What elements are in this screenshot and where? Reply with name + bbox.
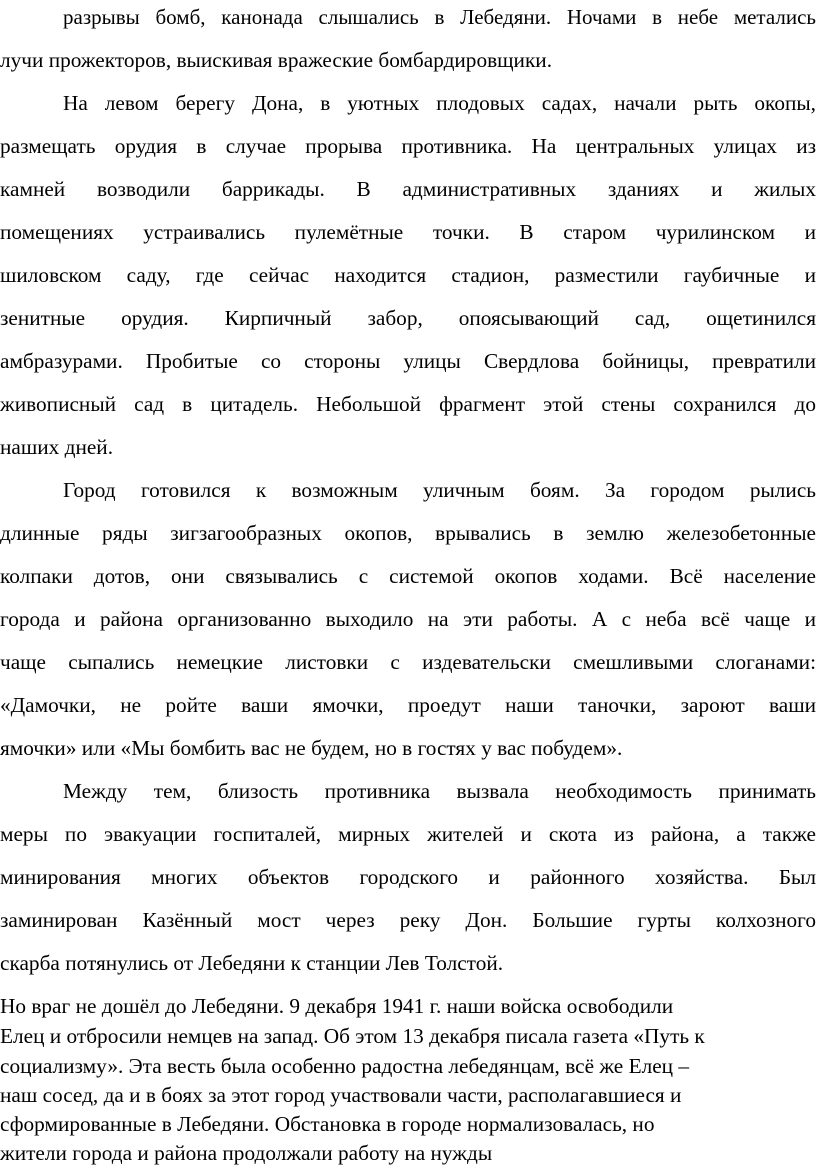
text-line-22: заминирован Казённый мост через реку Дон. Большие гурты колхозного [0,908,816,932]
text-line-11: наших дней. [0,435,114,459]
text-line-10: живописный сад в цитадель. Небольшой фрагмент этой стены сохранился до [0,392,816,416]
text-line-27: наш сосед, да и в боях за этот город участвовали части, располагавшиеся и [0,1083,682,1107]
text-line-12: Город готовился к возможным уличным боям. За городом рылись [63,478,816,502]
text-line-5: камней возводили баррикады. В административных зданиях и жилых [0,177,816,201]
text-line-1: разрывы бомб, канонада слышались в Лебедяни. Ночами в небе метались [63,5,816,29]
text-line-24: Но враг не дошёл до Лебедяни. 9 декабря 1941 г. наши войска освободили [0,994,674,1018]
text-line-18: ямочки» или «Мы бомбить вас не будем, но в гостях у вас побудем». [0,736,623,760]
text-line-8: зенитные орудия. Кирпичный забор, опоясывающий сад, ощетинился [0,306,816,330]
text-line-7: шиловском саду, где сейчас находится стадион, разместили гаубичные и [0,263,816,287]
text-line-29: жители города и района продолжали работу на нужды [0,1141,493,1165]
text-line-9: амбразурами. Пробитые со стороны улицы Свердлова бойницы, превратили [0,349,816,373]
text-line-25: Елец и отбросили немцев на запад. Об этом 13 декабря писала газета «Путь к [0,1024,705,1048]
text-line-14: колпаки дотов, они связывались с системой окопов ходами. Всё население [0,564,816,588]
text-line-4: размещать орудия в случае прорыва противника. На центральных улицах из [0,134,816,158]
text-line-19: Между тем, близость противника вызвала необходимость принимать [63,779,816,803]
text-line-13: длинные ряды зигзагообразных окопов, врывались в землю железобетонные [0,521,816,545]
text-line-28: сформированные в Лебедяни. Обстановка в городе нормализовалась, но [0,1112,655,1136]
text-line-16: чаще сыпались немецкие листовки с издевательски смешливыми слоганами: [0,650,816,674]
text-line-17: «Дамочки, не ройте ваши ямочки, проедут наши таночки, зароют ваши [0,693,816,717]
text-line-2: лучи прожекторов, выискивая вражеские бомбардировщики. [0,48,553,72]
text-line-6: помещениях устраивались пулемётные точки. В старом чурилинском и [0,220,816,244]
text-line-3: На левом берегу Дона, в уютных плодовых садах, начали рыть окопы, [63,91,816,115]
text-line-23: скарба потянулись от Лебедяни к станции Лев Толстой. [0,951,504,975]
text-line-20: меры по эвакуации госпиталей, мирных жителей и скота из района, а также [0,822,816,846]
text-line-26: социализму». Эта весть была особенно радостна лебедянцам, всё же Елец – [0,1054,690,1078]
text-line-15: города и района организованно выходило на эти работы. А с неба всё чаще и [0,607,816,631]
text-line-21: минирования многих объектов городского и районного хозяйства. Был [0,865,816,889]
